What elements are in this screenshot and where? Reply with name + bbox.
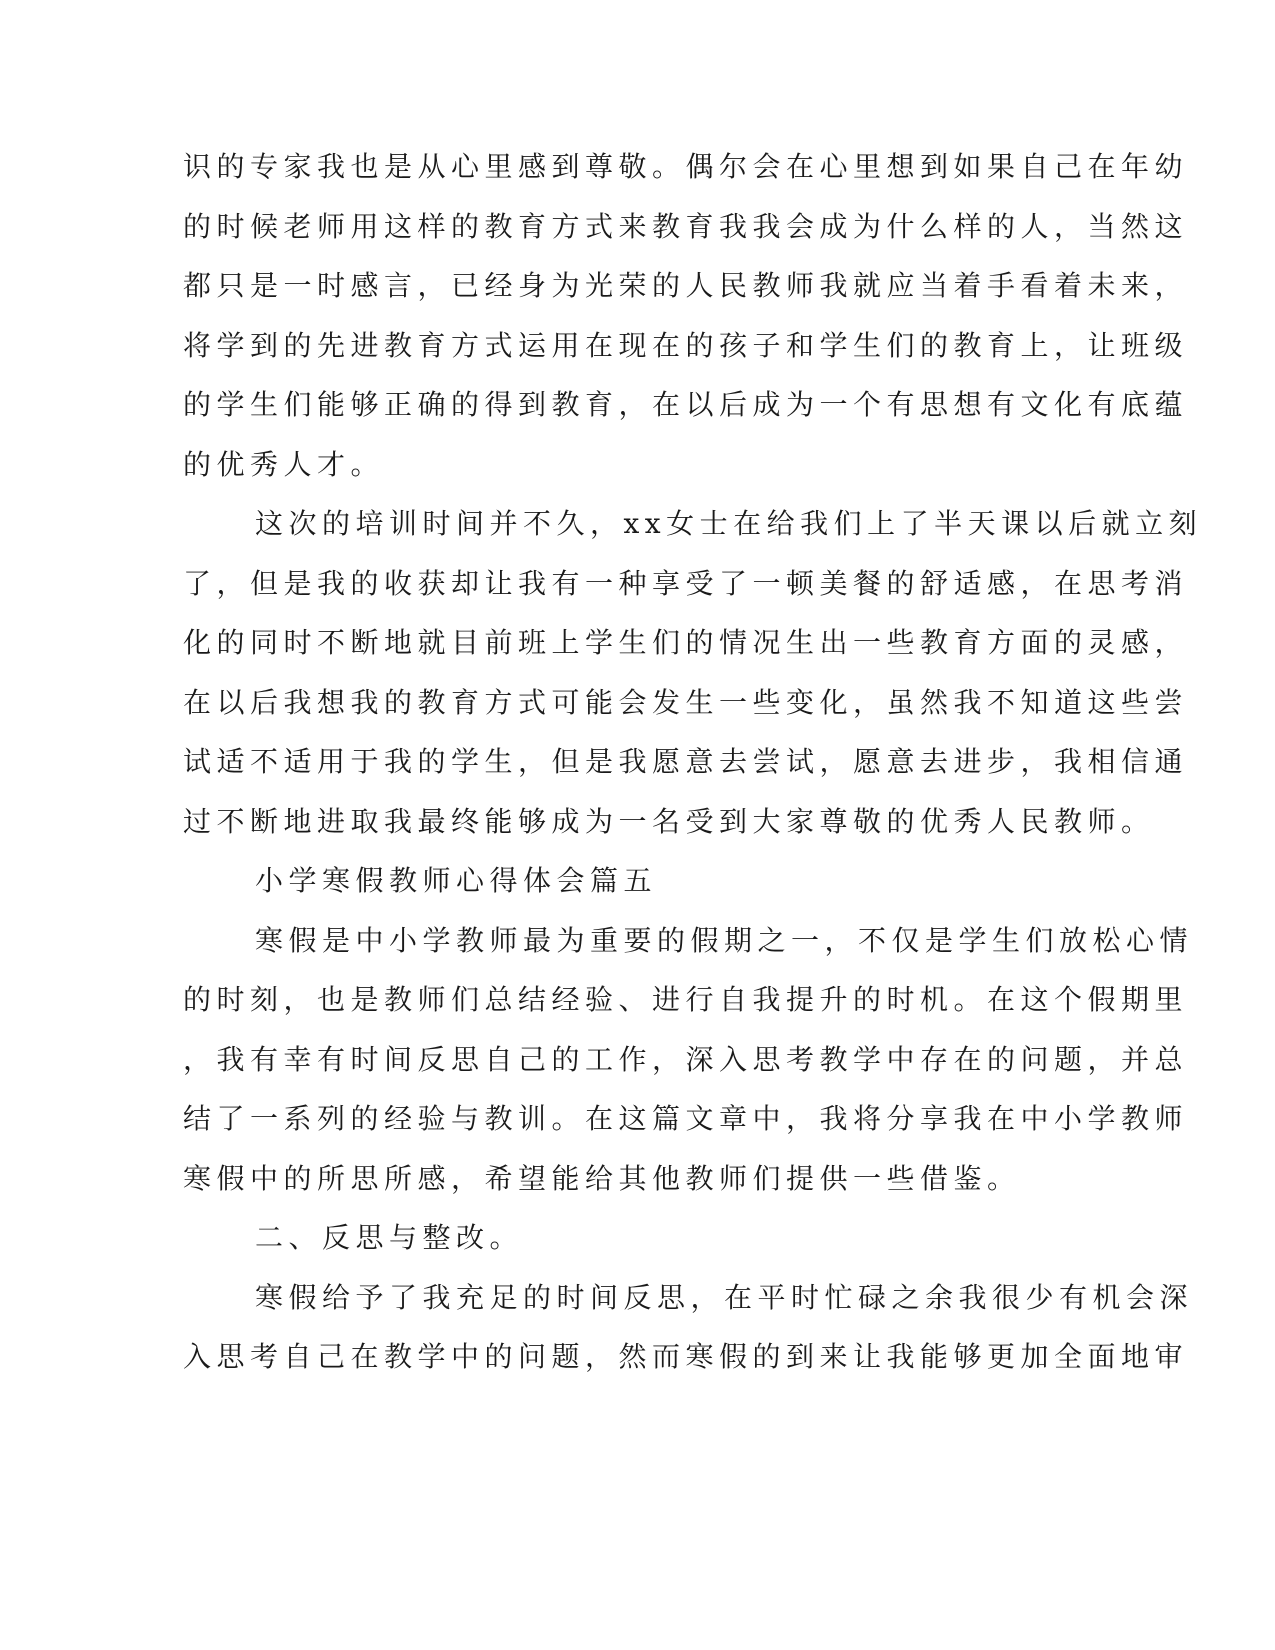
subsection-heading: 二、反思与整改。	[255, 1221, 524, 1254]
text-line: 将学到的先进教育方式运用在现在的孩子和学生们的教育上，让班级	[183, 328, 1189, 362]
text-line: 都只是一时感言，已经身为光荣的人民教师我就应当着手看着未来，	[183, 269, 1189, 302]
paragraph-first-line: 寒假是中小学教师最为重要的假期之一，不仅是学生们放松心情	[255, 923, 1194, 957]
text-line: 化的同时不断地就目前班上学生们的情况生出一些教育方面的灵感，	[183, 626, 1189, 659]
text-line: 寒假中的所思所感，希望能给其他教师们提供一些借鉴。	[183, 1161, 1021, 1195]
text-line: 入思考自己在教学中的问题，然而寒假的到来让我能够更加全面地审	[183, 1340, 1189, 1373]
section-title: 小学寒假教师心得体会篇五	[255, 864, 658, 897]
text-line: 在以后我想我的教育方式可能会发生一些变化，虽然我不知道这些尝	[183, 685, 1189, 719]
text-line: 结了一系列的经验与教训。在这篇文章中，我将分享我在中小学教师	[183, 1102, 1189, 1135]
body-text	[183, 137, 1203, 1387]
text-line: ，我有幸有时间反思自己的工作，深入思考教学中存在的问题，并总	[183, 1042, 1189, 1076]
text-line: 的学生们能够正确的得到教育，在以后成为一个有思想有文化有底蕴	[183, 388, 1189, 421]
text-line: 的时刻，也是教师们总结经验、进行自我提升的时机。在这个假期里	[183, 983, 1189, 1016]
text-line: 过不断地进取我最终能够成为一名受到大家尊敬的优秀人民教师。	[183, 804, 1155, 838]
text-line: 的优秀人才。	[183, 447, 385, 481]
text-line: 了，但是我的收获却让我有一种享受了一顿美餐的舒适感，在思考消	[183, 566, 1189, 600]
text-line: 试适不适用于我的学生，但是我愿意去尝试，愿意去进步，我相信通	[183, 745, 1189, 778]
paragraph-first-line: 这次的培训时间并不久，xx女士在给我们上了半天课以后就立刻	[255, 507, 1203, 540]
text-line: 的时候老师用这样的教育方式来教育我我会成为什么样的人，当然这	[183, 209, 1189, 243]
text-line: 识的专家我也是从心里感到尊敬。偶尔会在心里想到如果自己在年幼	[183, 150, 1189, 183]
paragraph-first-line: 寒假给予了我充足的时间反思，在平时忙碌之余我很少有机会深	[255, 1280, 1194, 1314]
